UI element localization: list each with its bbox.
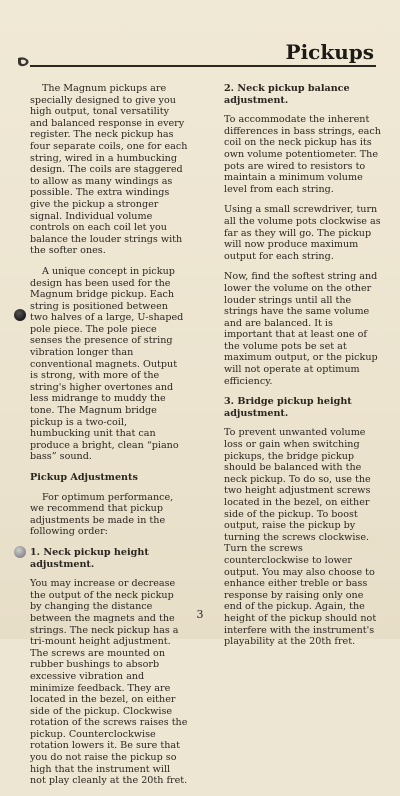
bridge-height-heading: 3. Bridge pickup height adjustment. [224,396,352,419]
neck-height-text: You may increase or decrease the output of the neck pickup by changing the distance between the magnets and the strings. The neck pickup has a tri-mount height adjustment. The screws are mounted on rubber bushings to absorb excessive vibration and minimize feedback. They are located in the bezel, on either side of the pickup. Clockwise rotation of the screws raises the pickup. Counterclockwise rotation lowers it. Be sure that you do not raise the pickup so high that the instrument will not play cleanly at the 20th fret. [30,578,188,787]
intro-paragraph-1: The Magnum pickups are specially designed to give you high output, tonal versatility and balanced response in every register. The neck pickup has four separate coils, one for each string, wired in a humbucking design. The coils are staggered to allow as many windings as possible. The extra windings give the pickup a stronger signal. Individual volume controls on each coil let you balance the louder strings with the softer ones. [30,83,188,257]
page-number: 3 [196,608,204,621]
balance-paragraph-2: Using a small screwdriver, turn all the volume pots clockwise as far as they will go. The pickup will now produce maximum output for each string. [224,204,381,262]
title-rule [30,65,376,67]
balance-paragraph-3: Now, find the softest string and lower the volume on the other louder strings until all the strings have the same volume and are balanced. It is important that at least one of the volume pots be set at maximum output, or the pickup will not operate at optimum efficiency. [224,271,378,387]
pickup-adjustments-heading: Pickup Adjustments [30,472,138,483]
binder-hole-icon [14,309,26,321]
adjustments-intro: For optimum performance, we recommend that pickup adjustments be made in the following order: [30,491,174,538]
balance-heading: 2. Neck pickup balance adjustment. [224,83,350,106]
right-column [224,83,382,657]
binder-hole-icon [14,546,26,558]
intro-paragraph-2: A unique concept in pickup design has been used for the Magnum bridge pickup. Each string is positioned between two halves of a large, U-shaped pole piece. The pole piece senses the presence of string vibration longer than conventional magnets. Output is strong, with more of the string's higher overtones and less midrange to muddy the tone. The Magnum bridge pickup is a two-coil, humbucking unit that can produce a bright, clean “piano bass” sound. [30,265,184,463]
page-title: Pickups [285,40,374,64]
bridge-height-text: To prevent unwanted volume loss or gain when switching pickups, the bridge pickup should be balanced with the neck pickup. To do so, use the two height adjustment screws located in the bezel, on either side of the pickup. To boost output, raise the pickup by turning the screws clockwise. Turn the screws counterclockwise to lower output. You may also choose to enhance either treble or bass response by raising only one end of the pickup. Again, the height of the pickup should not interfere with the instrument's playability at the 20th fret. [224,427,377,648]
neck-height-heading: 1. Neck pickup height adjustment. [30,546,149,570]
balance-paragraph-1: To accommodate the inherent differences in bass strings, each coil on the neck pickup has its own volume potentiometer. The pots are wired to resistors to maintain a minimum volume level from each string. [224,114,381,195]
left-column [30,83,188,796]
